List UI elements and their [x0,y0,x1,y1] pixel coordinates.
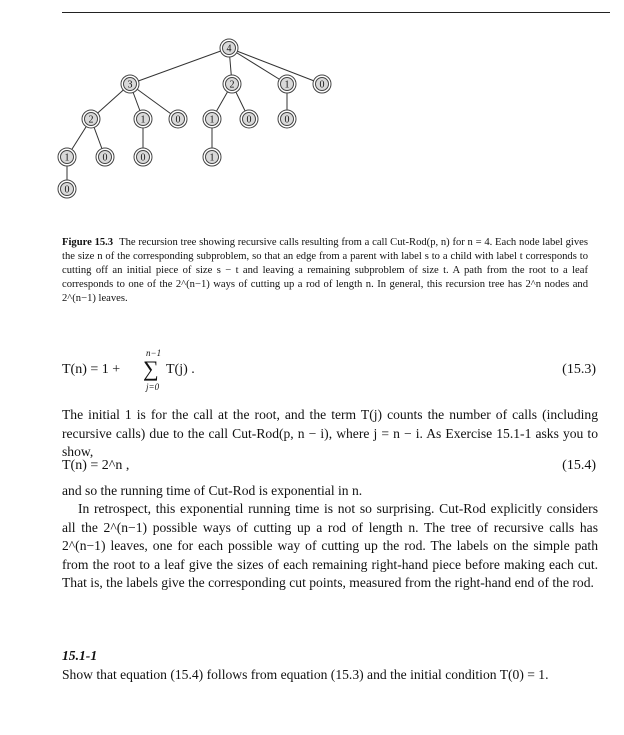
sum-symbol: ∑ [143,356,159,381]
node-label: 2 [229,79,235,91]
node-label: 0 [246,114,252,126]
figure-caption [62,236,588,306]
node-label: 1 [64,152,70,164]
node-label: 1 [209,152,215,164]
tree-node [278,110,296,128]
tree-node [278,75,296,93]
tree-node [134,148,152,166]
node-label: 0 [175,114,181,126]
equation-15-4 [62,458,610,474]
tree-node [169,110,187,128]
recursion-tree [0,0,624,210]
tree-nodes [58,39,331,198]
paragraph-1: The initial 1 is for the call at the root, and the term T(j) counts the number of calls (including recursive calls) due to the call Cut-Rod(p, n − i), where j = n − i. As Exercise 15.1-1 asks you to show, [62,407,598,459]
tree-node [121,75,139,93]
caption-text: The recursion tree showing recursive calls resulting from a call Cut-Rod(p, n) for n = 4. Each node label gives the size n of the corresponding subproblem, so that an edge from a parent with label s to a child with label t corresponds to cutting off an initial piece of size s − t and leaving a remaining subproblem of size t. A path from the root to a leaf corresponds to one of the 2^(n−1) ways of cutting up a rod of length n. In general, this recursion tree has 2^n nodes and 2^(n−1) leaves. [62,237,588,304]
tree-node [134,110,152,128]
sum-term: T(j) . [166,362,195,377]
tree-node [96,148,114,166]
node-label: 1 [140,114,146,126]
tree-node [58,148,76,166]
paragraph-3: In retrospect, this exponential running time is not so surprising. Cut-Rod explicitly considers all the 2^(n−1) possible ways of cutting up a rod of length n. The tree of recursive calls has 2^(n−1) leaves, one for each possible way of cutting up the rod. The labels on the simple path from the root to a leaf give the sizes of each remaining right-hand piece before making each cut. That is, the labels give the corresponding cut points, measured from the right-hand end of the rod. [62,501,598,590]
equation-number: (15.3) [562,362,596,377]
node-label: 4 [226,43,232,55]
node-label: 0 [64,184,70,196]
tree-node [313,75,331,93]
tree-node-root [220,39,238,57]
paragraph-2: and so the running time of Cut-Rod is exponential in n. [62,483,363,498]
figure-label: Figure 15.3 [62,237,114,248]
equation-expr: T(n) = 2^n , [62,458,130,473]
tree-node [58,180,76,198]
exercise-number: 15.1-1 [62,648,98,663]
tree-node [82,110,100,128]
sum-upper-limit: n−1 [146,348,162,358]
node-label: 0 [102,152,108,164]
sum-lower-limit: j=0 [146,382,160,392]
exercise-text: Show that equation (15.4) follows from equation (15.3) and the initial condition T(0) = 1. [62,667,549,682]
tree-node [223,75,241,93]
equation-number: (15.4) [562,458,596,473]
equation-lhs: T(n) = 1 + [62,362,121,377]
equation-15-3 [62,348,610,396]
node-label: 0 [284,114,290,126]
tree-node [240,110,258,128]
node-label: 1 [209,114,215,126]
tree-node [203,148,221,166]
node-label: 2 [88,114,94,126]
node-label: 3 [127,79,133,91]
node-label: 1 [284,79,290,91]
node-label: 0 [319,79,325,91]
tree-node [203,110,221,128]
node-label: 0 [140,152,146,164]
